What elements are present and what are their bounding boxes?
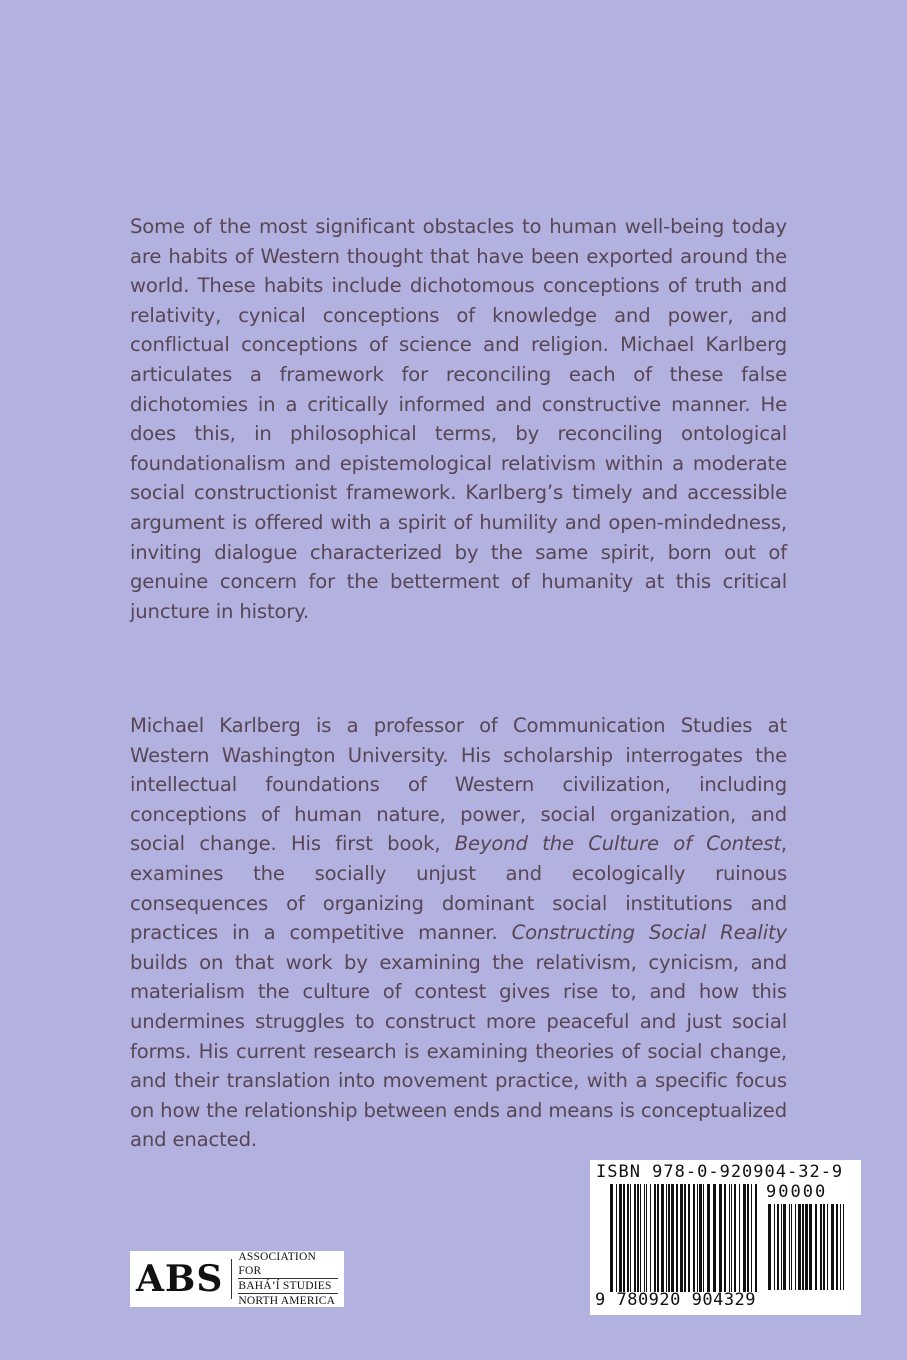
barcode-bar: [654, 1184, 656, 1292]
barcode-bar: [707, 1184, 710, 1292]
barcode-bar: [657, 1184, 659, 1292]
barcode-bar: [637, 1184, 639, 1292]
barcode-bar: [731, 1184, 732, 1292]
barcode-addon-bars: [768, 1204, 846, 1290]
publisher-logo: [130, 1251, 344, 1307]
book-title-current: Constructing Social Reality: [511, 921, 787, 945]
book-title-first: Beyond the Culture of Contest: [454, 832, 781, 856]
barcode-bar: [646, 1184, 647, 1292]
barcode-bar: [627, 1184, 629, 1292]
barcode-digits: 9 780920 904329: [595, 1290, 757, 1310]
barcode-bar: [713, 1184, 716, 1292]
barcode-bar: [795, 1204, 796, 1290]
barcode-bar: [630, 1184, 631, 1292]
barcode-bar: [739, 1184, 740, 1292]
barcode-bar: [661, 1184, 664, 1292]
isbn-barcode: [590, 1160, 861, 1315]
barcode-bar: [843, 1204, 844, 1290]
barcode-bar: [751, 1184, 752, 1292]
barcode-bar: [703, 1184, 704, 1292]
bio-text-3: builds on that work by examining the relativism, cynicism, and materialism the culture of contest gives rise to, and how this undermines struggles to construct more peaceful and just social forms. His current research is examining theories of social change, and their translation into movement practice, with a specific focus on how the relationship between ends and means is conceptualized and enacted.: [130, 950, 787, 1152]
barcode-bar: [768, 1204, 771, 1290]
barcode-bar: [820, 1204, 822, 1290]
publisher-name: [232, 1250, 338, 1308]
barcode-bar: [777, 1204, 779, 1290]
barcode-bar: [644, 1184, 645, 1292]
barcode-bar: [755, 1184, 757, 1292]
publisher-name-line2: BAHÁ’Í STUDIES: [238, 1279, 338, 1294]
back-cover-blurb: Some of the most significant obstacles to human well-being today are habits of Western thought that have been exported around the world. These habits include dichotomous conceptions of truth and relativity, cynical conceptions of knowledge and power, and conflictual conceptions of science and religion. Michael Karlberg articulates a framework for reconciling each of these false dichotomies in a critically informed and constructive manner. He does this, in philosophical terms, by reconciling ontological foundationalism and epistemological relativism within a moderate social constructionist framework. Karlberg’s timely and accessible argument is offered with a spirit of humility and open-mindedness, inviting dialogue characterized by the same spirit, born out of genuine concern for the betterment of humanity at this critical juncture in history.: [130, 215, 787, 623]
barcode-bar: [827, 1204, 828, 1290]
barcode-bar: [729, 1184, 730, 1292]
barcode-bar: [823, 1204, 825, 1290]
publisher-name-line1: ASSOCIATION FOR: [238, 1250, 338, 1279]
barcode-bar: [791, 1204, 792, 1290]
barcode-bar: [697, 1184, 698, 1292]
publisher-name-line3: NORTH AMERICA: [238, 1295, 336, 1307]
barcode-bar: [747, 1184, 749, 1292]
barcode-bar: [789, 1204, 790, 1290]
barcode-bar: [671, 1184, 674, 1292]
barcode-bar: [783, 1204, 786, 1290]
bio-text-2: , examines the socially unjust and ecologically ruinous consequences of organizing dominant social institutions and practices in a competitive manner.: [130, 832, 787, 945]
barcode-bar: [719, 1184, 722, 1292]
publisher-abbrev: ABS: [136, 1259, 232, 1299]
isbn-label: ISBN 978-0-920904-32-9: [596, 1162, 844, 1182]
barcode-bar: [623, 1184, 625, 1292]
barcode-bar: [815, 1204, 817, 1290]
barcode-bar: [743, 1184, 746, 1292]
barcode-bar: [684, 1184, 686, 1292]
barcode-bar: [781, 1204, 782, 1290]
price-code: 90000: [766, 1182, 828, 1202]
barcode-bar: [610, 1184, 613, 1292]
barcode-bar: [805, 1204, 808, 1290]
barcode-bar: [676, 1184, 678, 1292]
barcode-bar: [802, 1204, 804, 1290]
barcode-bar: [650, 1184, 651, 1292]
barcode-bar: [640, 1184, 641, 1292]
barcode-bar: [634, 1184, 636, 1292]
barcode-bar: [831, 1204, 834, 1290]
barcode-bar: [693, 1184, 695, 1292]
barcode-bar: [724, 1184, 726, 1292]
barcode-bar: [666, 1184, 667, 1292]
barcode-bar: [699, 1184, 702, 1292]
barcode-bar: [774, 1204, 775, 1290]
barcode-bars: [610, 1184, 760, 1292]
barcode-bar: [734, 1184, 736, 1292]
barcode-bar: [680, 1184, 683, 1292]
barcode-bar: [798, 1204, 801, 1290]
bio-text-1: Michael Karlberg is a professor of Communication Studies at Western Washington University. His scholarship interrogates the intellectual foundations of Western civilization, including conceptions of human nature, power, social organization, and social change. His first book,: [130, 714, 787, 856]
barcode-bar: [668, 1184, 670, 1292]
barcode-bar: [809, 1204, 812, 1290]
author-bio: [130, 711, 787, 1155]
barcode-bar: [616, 1184, 617, 1292]
barcode-bar: [619, 1184, 622, 1292]
barcode-bar: [836, 1204, 838, 1290]
barcode-bar: [688, 1184, 690, 1292]
barcode-bar: [840, 1204, 841, 1290]
